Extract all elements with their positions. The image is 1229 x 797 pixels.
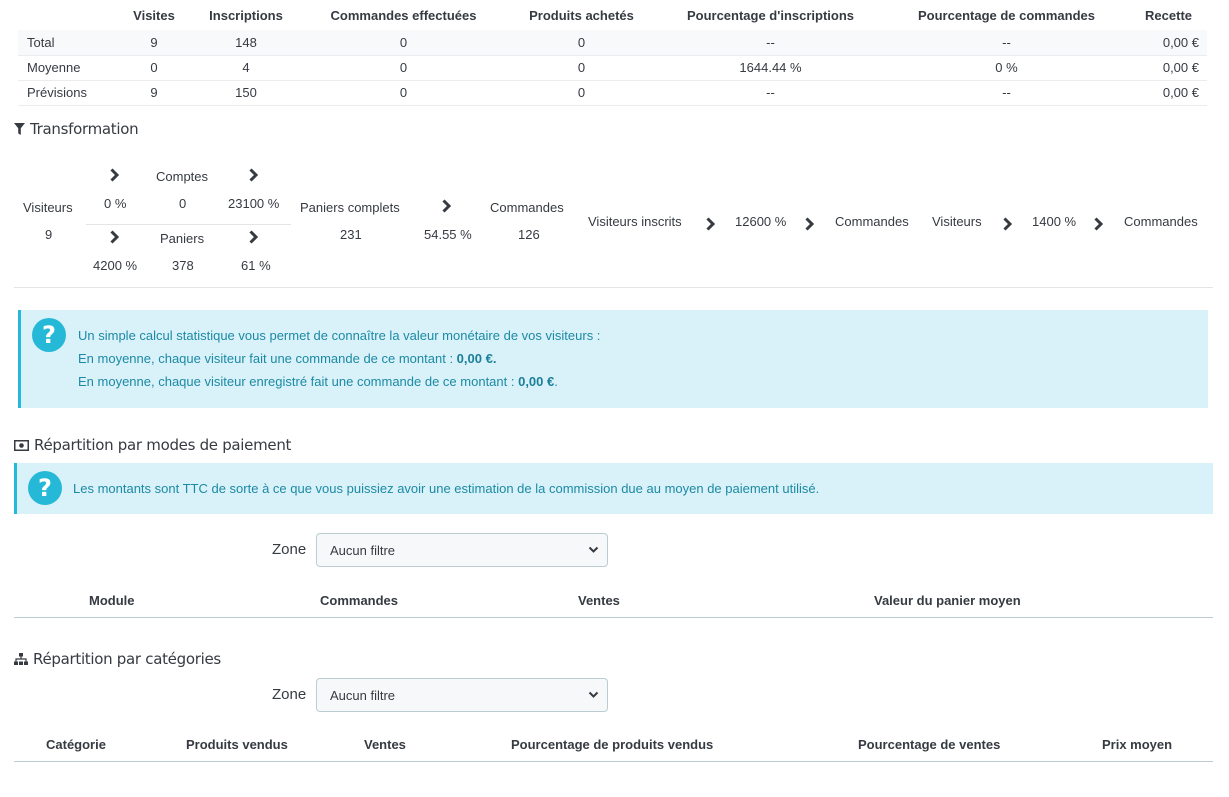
categories-header-ventes: Ventes <box>364 737 406 752</box>
cell-recette: 0,00 € <box>1118 30 1207 55</box>
funnel-divider <box>86 224 291 225</box>
summary-header-label <box>18 0 106 30</box>
cell-pct-inscriptions: -- <box>646 80 895 105</box>
funnel-comptes-value: 0 <box>179 196 187 211</box>
section-divider <box>14 287 1213 288</box>
chevron-right-icon <box>441 199 453 213</box>
table-row <box>18 30 1207 55</box>
funnel-visiteurs-label: Visiteurs <box>23 200 73 215</box>
funnel-rate-comptes: 0 % <box>104 196 127 211</box>
cell-pct-commandes: 0 % <box>895 55 1118 80</box>
payment-zone-select[interactable] <box>316 533 608 567</box>
funnel-visiteurs-inscrits-label: Visiteurs inscrits <box>588 214 682 229</box>
funnel-paniers-value: 378 <box>172 258 194 273</box>
row-label: Total <box>18 30 106 55</box>
info-line-2 <box>78 351 496 366</box>
cell-commandes: 0 <box>290 55 517 80</box>
funnel-rate-comptes-paniers: 23100 % <box>228 196 280 211</box>
funnel-rate-paniers: 4200 % <box>93 258 138 273</box>
categories-header-categorie: Catégorie <box>46 737 106 752</box>
summary-header-row <box>18 0 1207 30</box>
chevron-right-icon <box>109 230 121 244</box>
table-row <box>18 80 1207 105</box>
row-label: Moyenne <box>18 55 106 80</box>
categories-title: Répartition par catégories <box>33 650 221 668</box>
funnel-paniers-complets-label: Paniers complets <box>300 200 400 215</box>
info-line-2-text: En moyenne, chaque visiteur fait une commande de ce montant : <box>78 351 457 366</box>
info-line-2-value: 0,00 €. <box>456 351 497 366</box>
categories-table-divider <box>14 761 1213 762</box>
payment-alert-text: Les montants sont TTC de sorte à ce que vous puissiez avoir une estimation de la commission due au moyen de paiement utilisé. <box>73 481 820 496</box>
cell-produits: 0 <box>517 55 646 80</box>
payment-alert <box>14 463 1213 514</box>
funnel-comptes-label: Comptes <box>156 169 209 184</box>
chevron-right-icon <box>804 217 816 231</box>
funnel-commandes-value: 126 <box>518 227 540 242</box>
summary-header-produits: Produits achetés <box>529 7 634 23</box>
cell-inscriptions: 150 <box>202 80 290 105</box>
funnel-commandes-label-2: Commandes <box>835 214 909 229</box>
categories-zone-label: Zone <box>272 686 307 703</box>
chevron-right-icon <box>705 217 717 231</box>
summary-header-pct-commandes: Pourcentage de commandes <box>918 7 1095 23</box>
payment-zone-value: Aucun filtre <box>330 542 396 558</box>
cell-commandes: 0 <box>290 80 517 105</box>
cell-produits: 0 <box>517 80 646 105</box>
cell-inscriptions: 4 <box>202 55 290 80</box>
cell-commandes: 0 <box>290 30 517 55</box>
chevron-right-icon <box>1093 217 1105 231</box>
payment-zone-label: Zone <box>272 541 307 558</box>
cell-pct-inscriptions: -- <box>646 30 895 55</box>
cell-pct-commandes: -- <box>895 80 1118 105</box>
payment-title: Répartition par modes de paiement <box>34 436 292 454</box>
funnel-rate-commandes: 54.55 % <box>424 227 472 242</box>
payment-header-module: Module <box>89 593 135 608</box>
funnel-paniers-complets-value: 231 <box>340 227 362 242</box>
categories-header-pct-produits: Pourcentage de produits vendus <box>511 737 714 752</box>
question-icon: ? <box>28 471 62 505</box>
cell-pct-commandes: -- <box>895 30 1118 55</box>
summary-header-pct-inscriptions: Pourcentage d'inscriptions <box>686 7 855 23</box>
categories-header-pct-ventes: Pourcentage de ventes <box>858 737 1001 752</box>
cell-visites: 9 <box>106 30 202 55</box>
categories-header-prix-moyen: Prix moyen <box>1102 737 1173 752</box>
payment-header-commandes: Commandes <box>320 593 399 608</box>
chevron-right-icon <box>109 168 121 182</box>
funnel-rate-paniers-complets: 61 % <box>241 258 271 273</box>
chevron-right-icon <box>1002 217 1014 231</box>
funnel-paniers-label: Paniers <box>160 231 205 246</box>
cell-pct-inscriptions: 1644.44 % <box>646 55 895 80</box>
cell-visites: 0 <box>106 55 202 80</box>
categories-header-produits-vendus: Produits vendus <box>186 737 288 752</box>
money-icon <box>14 440 29 451</box>
cell-visites: 9 <box>106 80 202 105</box>
payment-header-panier-moyen: Valeur du panier moyen <box>874 593 1021 608</box>
summary-header-recette: Recette <box>1145 7 1192 23</box>
cell-inscriptions: 148 <box>202 30 290 55</box>
transformation-heading <box>14 120 138 138</box>
funnel-commandes-label: Commandes <box>490 200 564 215</box>
cell-recette: 0,00 € <box>1118 55 1207 80</box>
summary-header-commandes: Commandes effectuées <box>330 7 477 23</box>
categories-zone-value: Aucun filtre <box>330 687 396 703</box>
categories-zone-select[interactable] <box>316 678 608 712</box>
info-line-3-suffix: . <box>554 374 558 389</box>
caret-down-icon <box>588 546 599 554</box>
info-line-3-value: 0,00 € <box>518 374 555 389</box>
payment-heading <box>14 436 291 454</box>
funnel-rate-inscrits: 12600 % <box>735 214 787 229</box>
cell-recette: 0,00 € <box>1118 80 1207 105</box>
chevron-right-icon <box>248 168 260 182</box>
info-line-3-text: En moyenne, chaque visiteur enregistré fait une commande de ce montant : <box>78 374 519 389</box>
filter-icon <box>14 123 25 135</box>
sitemap-icon <box>14 653 28 665</box>
question-icon: ? <box>32 318 66 352</box>
info-line-1: Un simple calcul statistique vous permet de connaître la valeur monétaire de vos visiteurs : <box>78 328 601 343</box>
funnel-rate-visiteurs: 1400 % <box>1032 214 1077 229</box>
summary-table <box>18 0 1207 106</box>
funnel-visiteurs-value: 9 <box>45 227 53 242</box>
transformation-title: Transformation <box>30 120 139 138</box>
payment-header-ventes: Ventes <box>578 593 620 608</box>
cell-produits: 0 <box>517 30 646 55</box>
funnel-commandes-label-3: Commandes <box>1124 214 1198 229</box>
info-line-3 <box>78 374 558 389</box>
caret-down-icon <box>588 691 599 699</box>
categories-heading <box>14 650 221 668</box>
summary-header-inscriptions: Inscriptions <box>209 7 283 23</box>
summary-header-visites: Visites <box>133 7 175 23</box>
row-label: Prévisions <box>18 80 106 105</box>
payment-table-divider <box>14 617 1213 618</box>
table-row <box>18 55 1207 80</box>
funnel-visiteurs-label-2: Visiteurs <box>932 214 982 229</box>
chevron-right-icon <box>248 230 260 244</box>
info-alert <box>18 310 1208 408</box>
